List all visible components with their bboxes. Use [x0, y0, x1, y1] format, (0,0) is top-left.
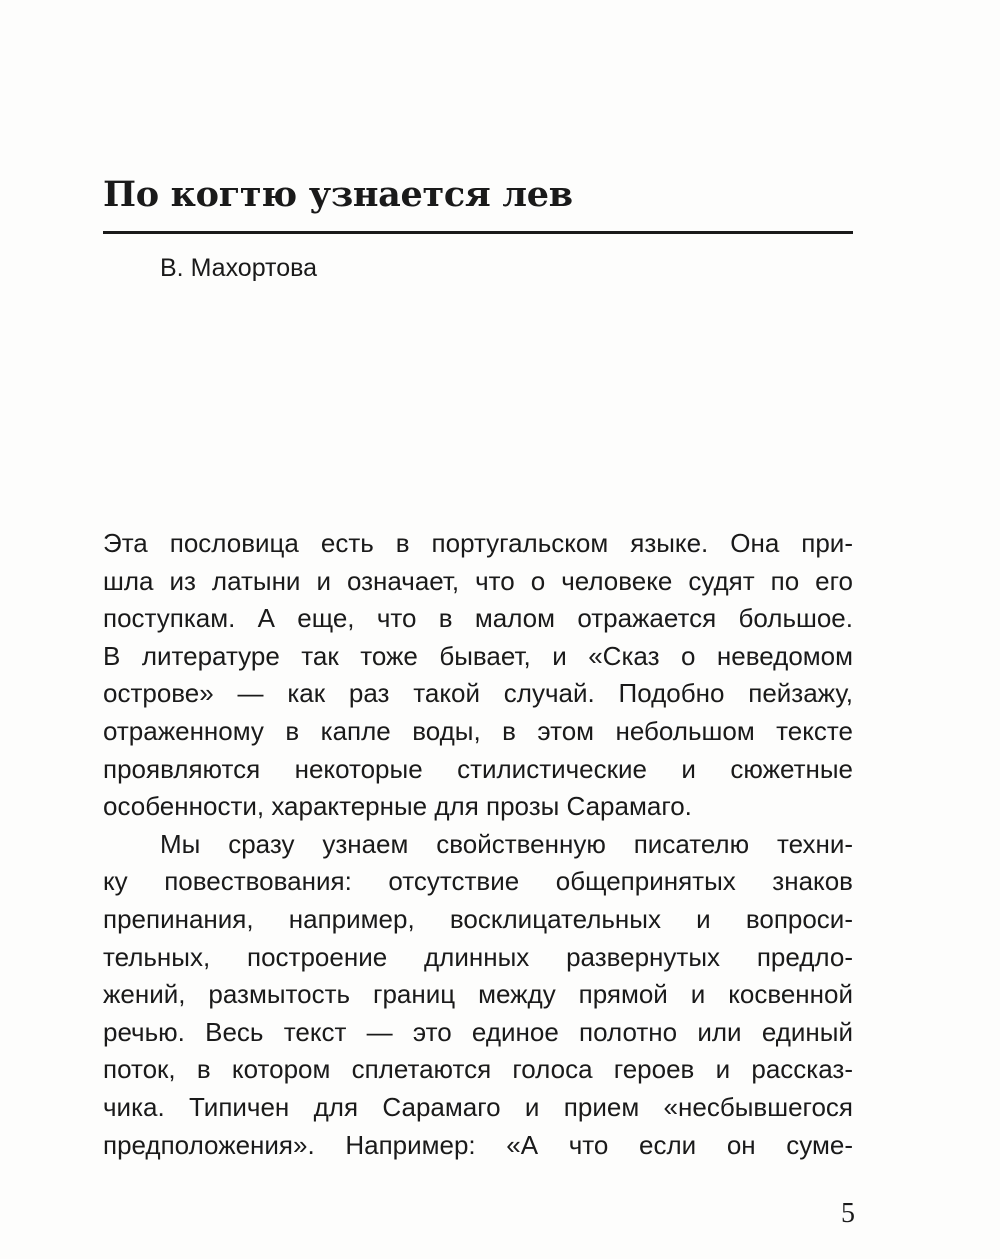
page-number: 5	[841, 1198, 855, 1229]
text-line: чика. Типичен для Сарамаго и прием «несбывшегося	[103, 1091, 853, 1122]
text-line: поступкам. А еще, что в малом отражается большое.	[103, 603, 853, 634]
text-line: Эта пословица есть в португальском языке. Она при-	[103, 528, 853, 558]
text-line: проявляются некоторые стилистические и сюжетные	[103, 753, 853, 784]
chapter-title: По когтю узнается лев	[103, 174, 573, 215]
text-line: острове» — как раз такой случай. Подобно пейзажу,	[103, 678, 853, 709]
text-line: шла из латыни и означает, что о человеке судят по его	[103, 565, 853, 596]
text-line: поток, в котором сплетаются голоса героев и рассказ-	[103, 1054, 853, 1085]
text-line: отраженному в капле воды, в этом небольшом тексте	[103, 715, 853, 746]
chapter-author: В. Махортова	[160, 254, 318, 282]
text-line: жений, размытость границ между прямой и косвенной	[103, 979, 853, 1010]
text-line: речью. Весь текст — это единое полотно или единый	[103, 1016, 853, 1047]
body-text	[103, 525, 853, 1164]
text-line: ку повествования: отсутствие общепринятых знаков	[103, 866, 853, 897]
text-line: предположения». Например: «А что если он суме-	[103, 1129, 853, 1160]
text-line: Мы сразу узнаем свойственную писателю техни-	[160, 828, 853, 859]
text-line: тельных, построение длинных развернутых предло-	[103, 941, 853, 972]
text-line: особенности, характерные для прозы Сарамаго.	[103, 791, 692, 822]
text-line: В литературе так тоже бывает, и «Сказ о неведомом	[103, 640, 853, 671]
title-divider	[103, 231, 853, 234]
text-line: препинания, например, восклицательных и вопроси-	[103, 903, 853, 934]
